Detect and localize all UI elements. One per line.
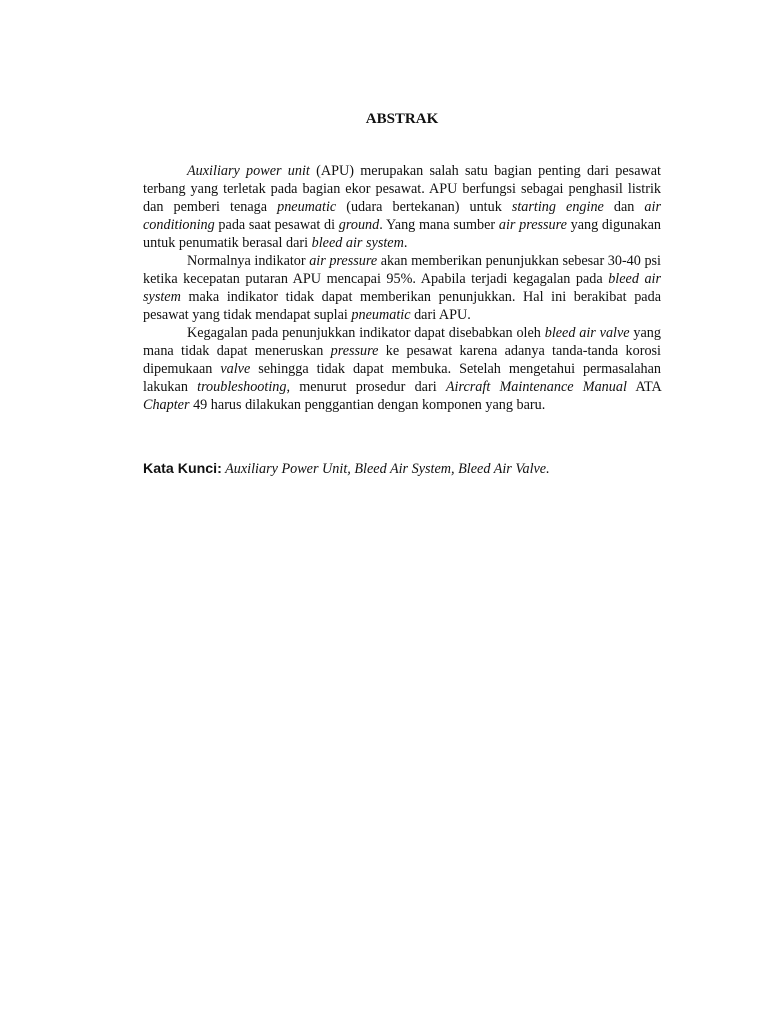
keywords-line <box>143 460 661 478</box>
text-run: 49 harus dilakukan penggantian dengan komponen yang baru. <box>189 397 546 413</box>
italic-term: bleed air system <box>143 271 661 305</box>
italic-term: valve <box>220 361 251 377</box>
italic-term: Auxiliary power unit <box>187 163 310 179</box>
italic-term: troubleshooting <box>197 379 287 395</box>
page-title: ABSTRAK <box>365 111 439 127</box>
italic-term: starting engine <box>511 199 604 215</box>
italic-term: pneumatic <box>351 307 411 323</box>
text-run: Kegagalan pada penunjukkan indikator dapat disebabkan oleh <box>187 325 545 341</box>
abstract-paragraph <box>143 162 661 252</box>
text-run: dari APU. <box>410 307 471 323</box>
italic-term: pressure <box>330 343 379 359</box>
keywords-label: Kata Kunci: <box>143 461 222 477</box>
text-run: sehingga tidak dapat membuka. Setelah mengetahui permasalahan lakukan <box>143 361 661 395</box>
text-run: ke pesawat karena adanya tanda-tanda korosi dipemukaan <box>143 343 661 377</box>
italic-term: Chapter <box>143 397 190 413</box>
text-run: , menurut prosedur dari <box>286 379 446 395</box>
italic-term: pneumatic <box>277 199 337 215</box>
text-run: . <box>403 235 408 251</box>
text-run: Normalnya indikator <box>187 253 310 269</box>
text-run: akan memberikan penunjukkan sebesar 30-40 psi ketika kecepatan putaran APU mencapai 95%. Apabila terjadi kegagalan pada <box>143 253 662 287</box>
text-run: maka indikator tidak dapat memberikan penunjukkan. Hal ini berakibat pada pesawat yang tidak mendapat suplai <box>143 289 661 323</box>
text-run: . Yang mana sumber <box>379 217 499 233</box>
text-run: (APU) merupakan salah satu bagian penting dari pesawat terbang yang terletak pada bagian ekor pesawat. APU berfungsi sebagai penghasil listrik dan pemberi tenaga <box>143 163 661 215</box>
italic-term: bleed air valve <box>544 325 630 341</box>
text-run: ATA <box>626 379 661 395</box>
abstract-paragraph <box>143 324 661 414</box>
abstract-paragraph <box>143 252 661 324</box>
italic-term: air pressure <box>498 217 567 233</box>
abstract-body <box>143 162 661 414</box>
italic-term: air conditioning <box>143 199 661 233</box>
italic-term: Aircraft Maintenance Manual <box>445 379 627 395</box>
keywords-value: Auxiliary Power Unit, Bleed Air System, Bleed Air Valve. <box>221 461 550 477</box>
italic-term: ground <box>338 217 380 233</box>
text-run: pada saat pesawat di <box>214 217 339 233</box>
text-run: yang mana tidak dapat meneruskan <box>143 325 661 359</box>
italic-term: bleed air system <box>311 235 404 251</box>
text-run: (udara bertekanan) untuk <box>336 199 512 215</box>
italic-term: air pressure <box>309 253 378 269</box>
text-run: dan <box>603 199 645 215</box>
text-run: yang digunakan untuk penumatik berasal dari <box>143 217 662 251</box>
